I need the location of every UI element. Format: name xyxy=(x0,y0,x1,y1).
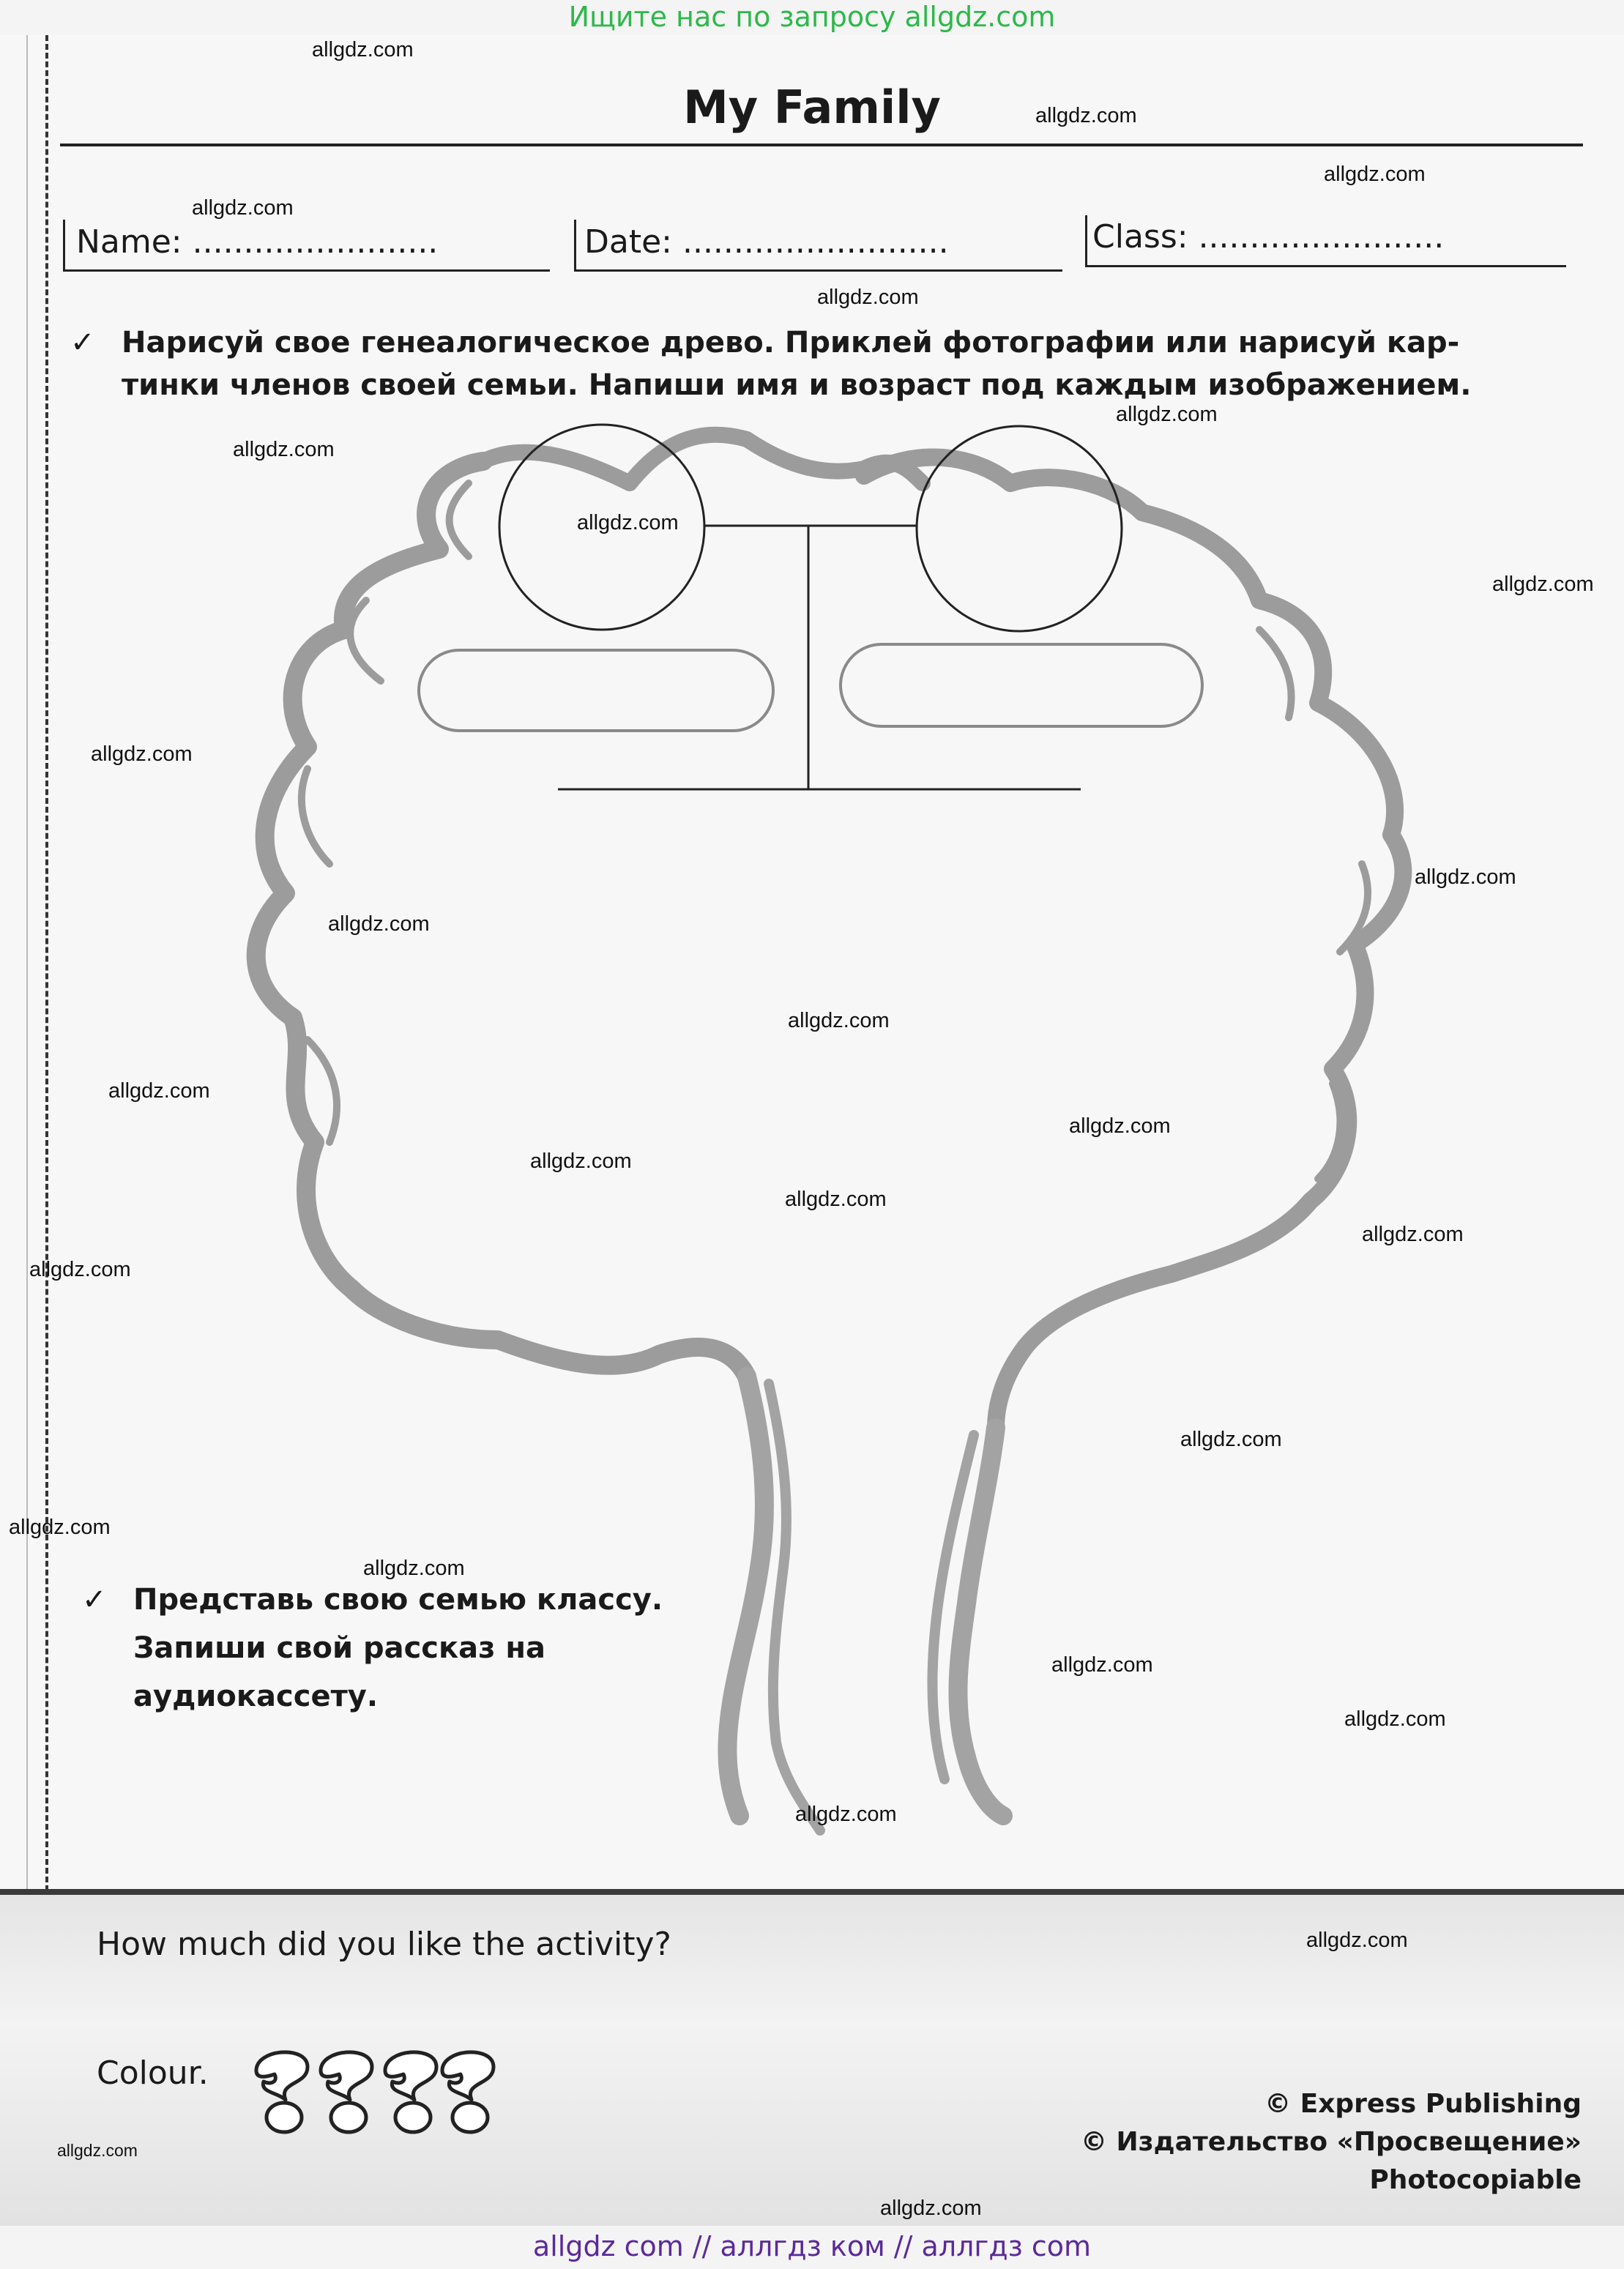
date-field[interactable]: Date: .......................... xyxy=(584,223,949,261)
rating-icons[interactable] xyxy=(249,2041,498,2136)
name-field[interactable]: Name: ........................ xyxy=(76,223,439,261)
colour-label: Colour. xyxy=(97,2054,209,2092)
watermark: allgdz.com xyxy=(530,1150,632,1173)
watermark: allgdz.com xyxy=(328,912,430,936)
copyright-prosveshchenie: © Издательство «Просвещение» xyxy=(1080,2127,1582,2157)
feedback-question: How much did you like the activity? xyxy=(97,1926,671,1963)
watermark: allgdz.com xyxy=(29,1258,131,1281)
watermark: allgdz.com xyxy=(795,1803,897,1826)
watermark: allgdz.com xyxy=(363,1557,465,1580)
rating-icon-2 xyxy=(321,2052,372,2132)
watermark: allgdz.com xyxy=(788,1009,890,1032)
watermark: allgdz.com xyxy=(1035,104,1137,127)
task2-line2: Запиши свой рассказ на xyxy=(133,1631,545,1665)
top-banner[interactable]: Ищите нас по запросу allgdz.com xyxy=(568,1,1056,33)
rating-icon-4 xyxy=(442,2052,493,2132)
copyright-express: © Express Publishing xyxy=(1264,2089,1582,2119)
tree-trunk xyxy=(727,1376,1003,1830)
watermark: allgdz.com xyxy=(1180,1428,1282,1451)
watermark: allgdz.com xyxy=(91,742,193,766)
rating-icon-1 xyxy=(256,2052,308,2132)
task2-line3: аудиокассету. xyxy=(133,1680,379,1713)
watermark: allgdz.com xyxy=(1324,163,1426,186)
watermark: allgdz.com xyxy=(817,286,919,309)
name-labels xyxy=(419,644,1202,731)
task2-line1: Представь свою семью классу. xyxy=(133,1583,663,1617)
footer-rule xyxy=(0,1889,1624,1895)
bottom-banner[interactable]: allgdz com // аллгдз ком // аллгдз com xyxy=(532,2230,1092,2262)
watermark: allgdz.com xyxy=(785,1188,887,1211)
watermark: allgdz.com xyxy=(1051,1653,1153,1677)
watermark: allgdz.com xyxy=(312,38,414,62)
rating-icon-3 xyxy=(385,2052,436,2132)
watermark: allgdz.com xyxy=(233,438,335,461)
copyright-block xyxy=(1081,2085,1582,2199)
watermark: allgdz.com xyxy=(192,196,294,220)
watermark: allgdz.com xyxy=(1069,1114,1171,1138)
task1-line1: Нарисуй свое генеалогическое древо. Приклей фотографии или нарисуй кар- xyxy=(122,326,1460,359)
watermark: allgdz.com xyxy=(57,2141,138,2160)
page-title: My Family xyxy=(683,81,941,134)
watermark: allgdz.com xyxy=(1306,1929,1408,1952)
task1-line2: тинки членов своей семьи. Напиши имя и возраст под каждым изображением. xyxy=(122,368,1472,402)
watermark: allgdz.com xyxy=(108,1079,210,1103)
class-field[interactable]: Class: ........................ xyxy=(1092,218,1445,256)
watermark: allgdz.com xyxy=(1344,1707,1446,1731)
right-name-box xyxy=(841,644,1202,726)
task2-check-icon: ✓ xyxy=(82,1583,107,1617)
watermark: allgdz.com xyxy=(1116,403,1218,426)
left-name-box xyxy=(419,650,773,731)
watermark: allgdz.com xyxy=(880,2197,982,2220)
watermark: allgdz.com xyxy=(1362,1223,1464,1246)
parent-right-photo-circle xyxy=(917,426,1122,631)
photocopiable-note: Photocopiable xyxy=(1369,2165,1582,2195)
watermark: allgdz.com xyxy=(577,511,679,534)
watermark: allgdz.com xyxy=(9,1516,111,1539)
task1-check-icon: ✓ xyxy=(70,326,95,359)
watermark: allgdz.com xyxy=(1492,573,1594,596)
watermark: allgdz.com xyxy=(1415,865,1516,889)
